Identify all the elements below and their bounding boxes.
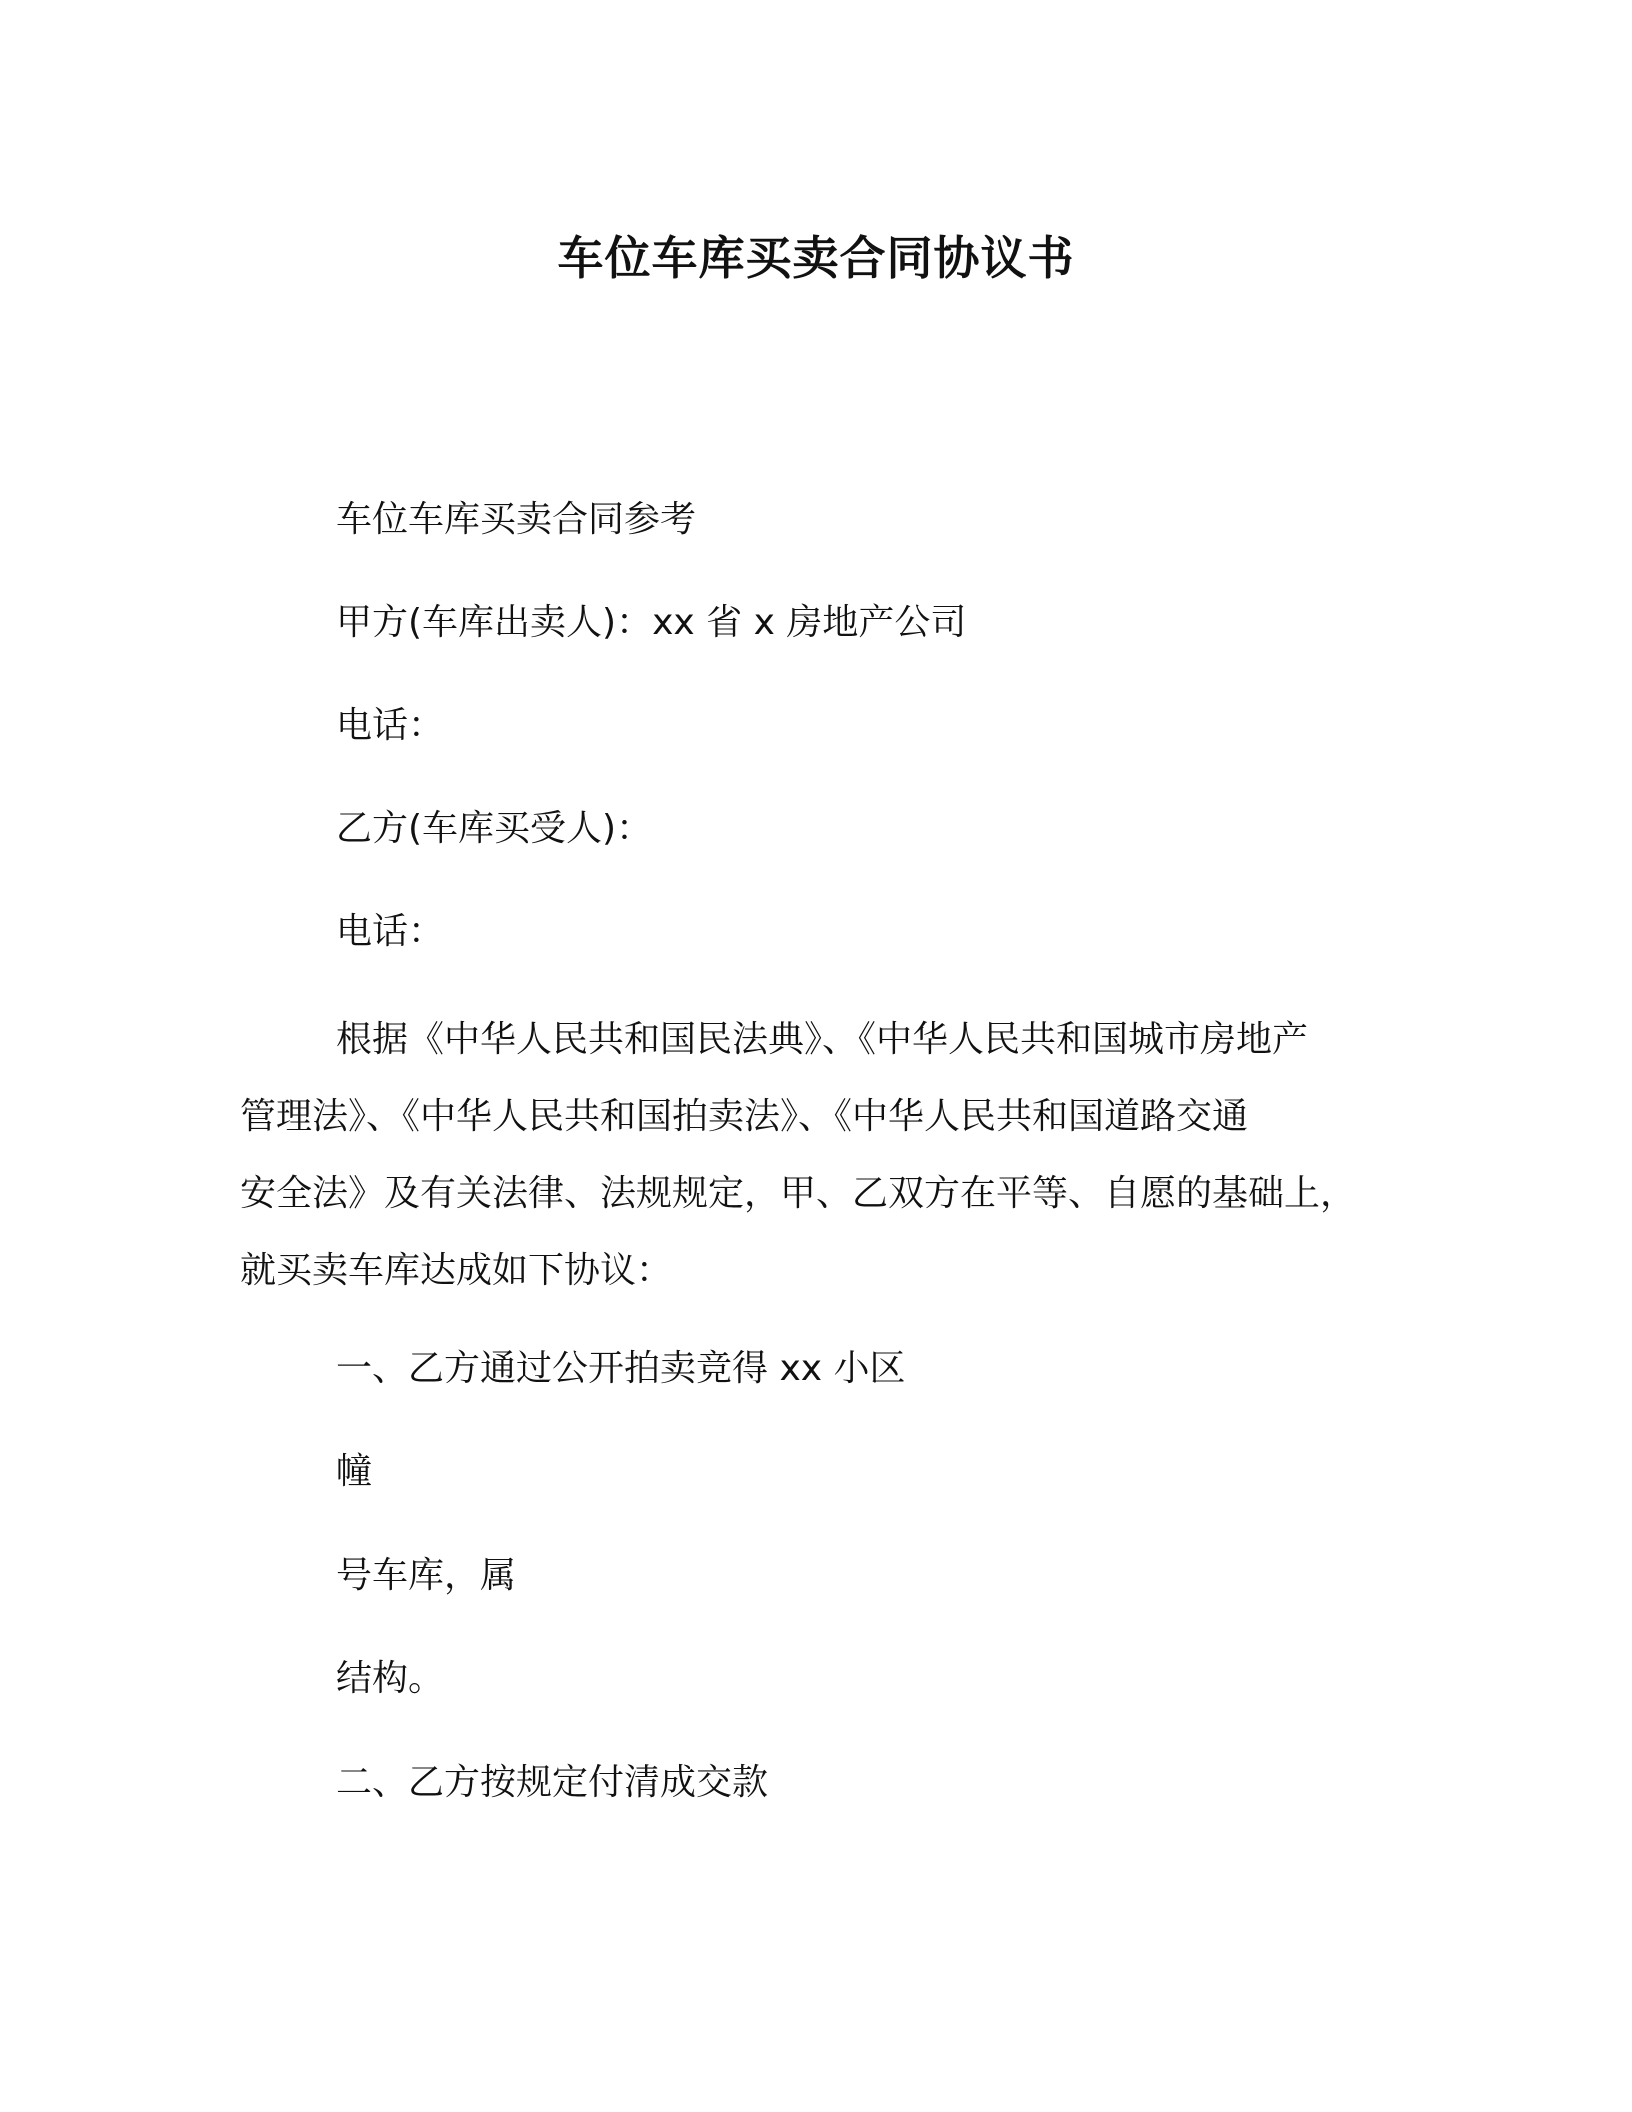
clause-1-line: 号车库，属 — [336, 1555, 517, 1596]
document-title: 车位车库买卖合同协议书 — [557, 231, 1075, 285]
party-b-phone: 电话： — [336, 911, 445, 952]
preamble-line: 管理法》、《中华人民共和国拍卖法》、《中华人民共和国道路交通 — [240, 1096, 1249, 1137]
preamble-line: 根据《中华人民共和国民法典》、《中华人民共和国城市房地产 — [336, 1019, 1309, 1060]
contract-subtitle: 车位车库买卖合同参考 — [336, 499, 697, 540]
clause-1-line: 结构。 — [336, 1658, 445, 1699]
preamble-paragraph — [240, 1001, 1390, 1309]
party-a-phone: 电话： — [336, 705, 445, 746]
preamble-line: 安全法》及有关法律、法规规定，甲、乙双方在平等、自愿的基础上， — [240, 1173, 1357, 1214]
party-b-line: 乙方(车库买受人)： — [336, 808, 653, 849]
preamble-line: 就买卖车库达成如下协议： — [240, 1250, 673, 1291]
clause-2-line: 二、乙方按规定付清成交款 — [336, 1762, 769, 1803]
clause-1-line: 幢 — [336, 1451, 373, 1492]
party-a-line: 甲方(车库出卖人)：xx 省 x 房地产公司 — [336, 602, 967, 643]
clause-1-line: 一、乙方通过公开拍卖竞得 xx 小区 — [336, 1348, 906, 1389]
